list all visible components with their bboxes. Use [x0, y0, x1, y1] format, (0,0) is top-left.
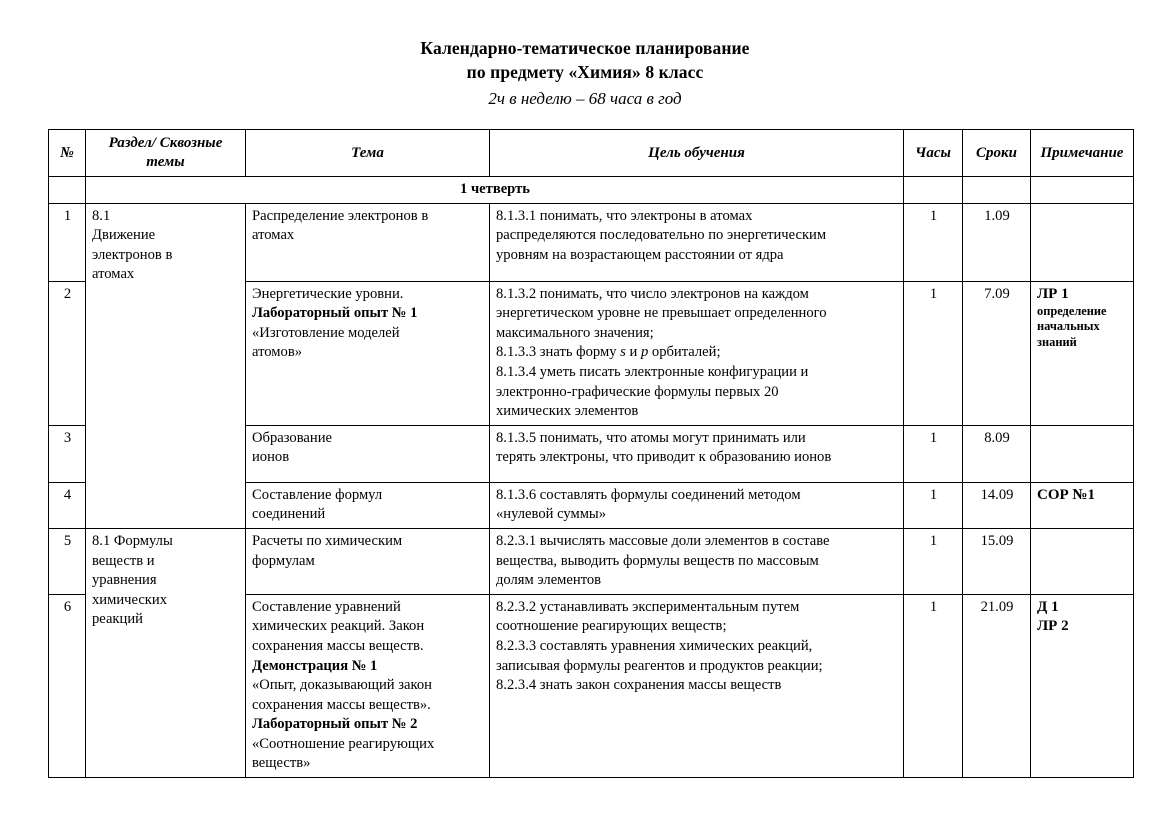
note-cell [1031, 594, 1134, 777]
goal-line: соотношение реагирующих веществ; [496, 618, 727, 635]
note-badge: ЛР 2 [1037, 617, 1069, 634]
goal-text: орбиталей; [648, 344, 721, 361]
section-line: 8.1 [92, 207, 111, 224]
goal-line: долям элементов [496, 572, 602, 589]
section-cell [86, 528, 246, 777]
topic-line: Образование [252, 429, 332, 446]
section-line: 8.1 Формулы [92, 532, 173, 549]
section-line: уравнения [92, 572, 157, 589]
section-line: химических [92, 591, 168, 608]
orbital-symbol-s: s [620, 344, 626, 361]
topic-cell [246, 203, 490, 281]
topic-line: ионов [252, 449, 290, 466]
document-title-block [0, 0, 1170, 112]
goal-line: энергетическом уровне не превышает определенного [496, 305, 827, 322]
topic-line: формулам [252, 552, 315, 569]
goal-cell [490, 594, 904, 777]
page-title: Календарно-тематическое планирование [420, 38, 750, 58]
goal-cell [490, 528, 904, 594]
goal-cell [490, 482, 904, 528]
column-header-section: Раздел/ Сквозные темы [86, 130, 246, 177]
goal-line: 8.2.3.2 устанавливать экспериментальным путем [496, 598, 800, 615]
note-detail-line: начальных [1037, 319, 1100, 334]
goal-text: 8.1.3.3 знать форму [496, 344, 621, 361]
section-line: Движение [92, 227, 156, 244]
goal-line: 8.1.3.4 уметь писать электронные конфигурации и [496, 363, 809, 380]
goal-cell [490, 281, 904, 425]
topic-line: Расчеты по химическим [252, 532, 403, 549]
goal-line: 8.2.3.1 вычислять массовые доли элементов в составе [496, 532, 830, 549]
topic-line-emphasis: Лабораторный опыт № 2 [252, 716, 418, 733]
row-number: 6 [49, 594, 86, 777]
row-number: 4 [49, 482, 86, 528]
hours-cell: 1 [904, 528, 963, 594]
goal-text: и [625, 344, 641, 361]
hours-cell: 1 [904, 594, 963, 777]
topic-line: сохранения массы веществ». [252, 696, 431, 713]
hours-cell: 1 [904, 203, 963, 281]
goal-line: распределяются последовательно по энергетическим [496, 227, 827, 244]
dates-cell: 1.09 [963, 203, 1031, 281]
goal-line [496, 343, 898, 363]
planning-table [48, 129, 1134, 778]
section-line: реакций [92, 611, 143, 628]
goal-cell [490, 203, 904, 281]
quarter-row-hours-cell [904, 177, 963, 204]
goal-line: терять электроны, что приводит к образованию ионов [496, 449, 832, 466]
note-detail-line: знаний [1037, 334, 1077, 349]
topic-line: соединений [252, 506, 326, 523]
note-cell [1031, 425, 1134, 482]
note-badge: Д 1 [1037, 598, 1059, 615]
section-cell [86, 203, 246, 528]
topic-line: Составление формул [252, 486, 383, 503]
column-header-dates: Сроки [963, 130, 1031, 177]
topic-line: атомах [252, 227, 295, 244]
goal-line: 8.1.3.5 понимать, что атомы могут принимать или [496, 429, 806, 446]
goal-line: 8.1.3.2 понимать, что число электронов на каждом [496, 285, 809, 302]
orbital-symbol-p: p [640, 344, 649, 361]
topic-line: Составление уравнений [252, 598, 401, 615]
goal-line: электронно-графические формулы первых 20 [496, 383, 779, 400]
goal-line: «нулевой суммы» [496, 506, 607, 523]
column-header-hours: Часы [904, 130, 963, 177]
note-badge: СОР №1 [1037, 486, 1095, 503]
table-header-row [49, 130, 1134, 177]
goal-cell [490, 425, 904, 482]
planning-table-wrapper [0, 112, 1170, 778]
dates-cell: 15.09 [963, 528, 1031, 594]
dates-cell: 21.09 [963, 594, 1031, 777]
topic-cell [246, 594, 490, 777]
table-row [49, 528, 1134, 594]
row-number: 1 [49, 203, 86, 281]
dates-cell: 14.09 [963, 482, 1031, 528]
hours-cell: 1 [904, 281, 963, 425]
quarter-row-dates-cell [963, 177, 1031, 204]
topic-cell [246, 425, 490, 482]
goal-line: 8.1.3.1 понимать, что электроны в атомах [496, 207, 753, 224]
table-row [49, 203, 1134, 281]
dates-cell: 7.09 [963, 281, 1031, 425]
goal-line: 8.1.3.6 составлять формулы соединений методом [496, 486, 801, 503]
column-header-number: № [49, 130, 86, 177]
quarter-divider-row [49, 177, 1134, 204]
topic-line-emphasis: Демонстрация № 1 [252, 657, 378, 674]
row-number: 2 [49, 281, 86, 425]
column-header-goal: Цель обучения [490, 130, 904, 177]
topic-line: «Изготовление моделей [252, 324, 400, 341]
note-cell [1031, 203, 1134, 281]
section-line: веществ и [92, 552, 155, 569]
hours-cell: 1 [904, 482, 963, 528]
row-number: 5 [49, 528, 86, 594]
topic-cell [246, 482, 490, 528]
quarter-label: 1 четверть [86, 177, 904, 204]
hours-cell: 1 [904, 425, 963, 482]
topic-line: Энергетические уровни. [252, 285, 404, 302]
goal-line: записывая формулы реагентов и продуктов реакции; [496, 657, 823, 674]
goal-line: вещества, выводить формулы веществ по массовым [496, 552, 819, 569]
goal-line: 8.2.3.4 знать закон сохранения массы веществ [496, 677, 782, 694]
topic-line: «Соотношение реагирующих [252, 735, 435, 752]
quarter-row-number-cell [49, 177, 86, 204]
page-subject-line: по предмету «Химия» 8 класс [466, 62, 704, 82]
section-line: электронов в [92, 246, 173, 263]
topic-line: «Опыт, доказывающий закон [252, 677, 432, 694]
page-hours-line: 2ч в неделю – 68 часа в год [488, 89, 682, 108]
note-detail-line: определение [1037, 303, 1107, 318]
note-cell [1031, 482, 1134, 528]
topic-cell [246, 528, 490, 594]
quarter-row-note-cell [1031, 177, 1134, 204]
note-cell [1031, 281, 1134, 425]
goal-line: химических элементов [496, 403, 639, 420]
row-number: 3 [49, 425, 86, 482]
goal-line: уровням на возрастающем расстоянии от ядра [496, 246, 784, 263]
dates-cell: 8.09 [963, 425, 1031, 482]
section-line: атомах [92, 266, 135, 283]
note-badge: ЛР 1 [1037, 285, 1069, 302]
topic-line: Распределение электронов в [252, 207, 429, 224]
topic-line: сохранения массы веществ. [252, 637, 424, 654]
note-cell [1031, 528, 1134, 594]
column-header-topic: Тема [246, 130, 490, 177]
column-header-note: Примечание [1031, 130, 1134, 177]
topic-cell [246, 281, 490, 425]
topic-line: атомов» [252, 344, 303, 361]
goal-line: 8.2.3.3 составлять уравнения химических реакций, [496, 637, 813, 654]
topic-line: химических реакций. Закон [252, 618, 425, 635]
topic-line: веществ» [252, 755, 311, 772]
topic-line-emphasis: Лабораторный опыт № 1 [252, 305, 418, 322]
goal-line: максимального значения; [496, 324, 654, 341]
